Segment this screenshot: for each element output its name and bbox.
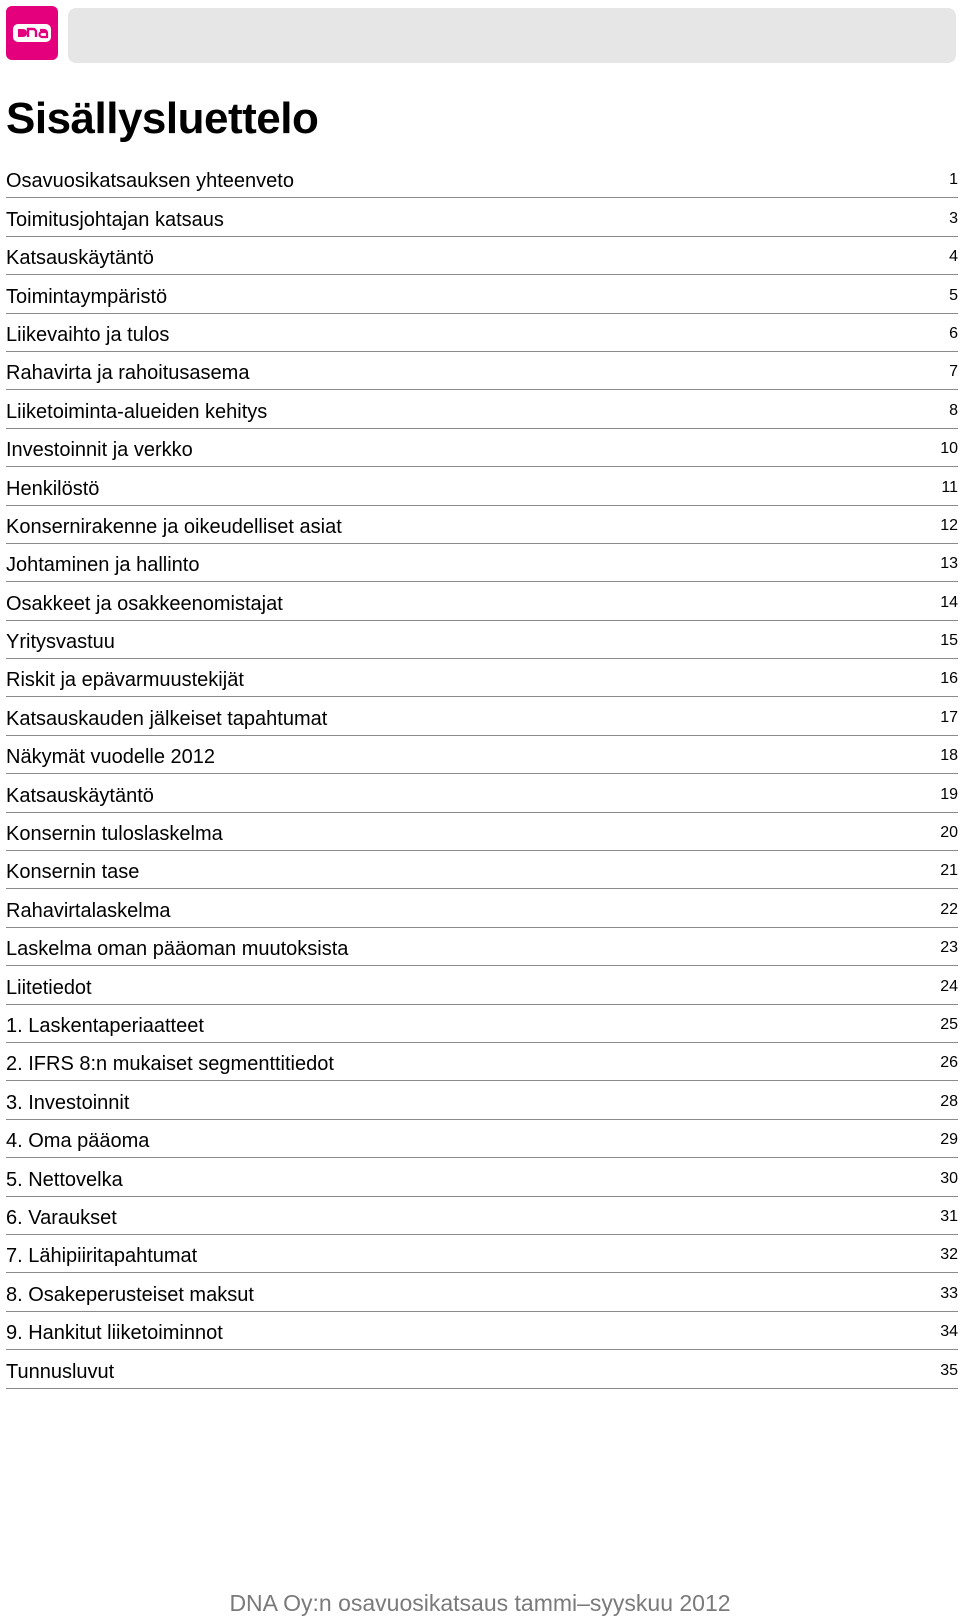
toc-entry-page-number: 34	[940, 1323, 958, 1341]
toc-entry-label: 4. Oma pääoma	[6, 1130, 150, 1153]
toc-entry-label: 2. IFRS 8:n mukaiset segmenttitiedot	[6, 1053, 334, 1076]
toc-entry[interactable]	[6, 621, 958, 659]
toc-entry-label: Laskelma oman pääoman muutoksista	[6, 938, 349, 961]
toc-entry-label: Henkilöstö	[6, 477, 100, 500]
toc-entry[interactable]	[6, 659, 958, 697]
toc-entry-label: Katsauskäytäntö	[6, 247, 154, 270]
toc-entry-page-number: 35	[940, 1361, 958, 1379]
toc-entry[interactable]	[6, 1081, 958, 1119]
toc-entry-label: Tunnusluvut	[6, 1360, 115, 1383]
toc-entry[interactable]	[6, 1043, 958, 1081]
toc-entry-label: Yritysvastuu	[6, 631, 115, 654]
toc-entry-page-number: 12	[940, 516, 958, 534]
toc-entry[interactable]	[6, 314, 958, 352]
toc-entry[interactable]	[6, 390, 958, 428]
toc-entry-page-number: 15	[940, 632, 958, 650]
toc-entry-page-number: 14	[940, 593, 958, 611]
toc-entry-page-number: 22	[940, 900, 958, 918]
toc-entry[interactable]	[6, 1120, 958, 1158]
toc-entry-label: Liitetiedot	[6, 976, 92, 999]
toc-entry-label: Liikevaihto ja tulos	[6, 323, 170, 346]
toc-entry[interactable]	[6, 1197, 958, 1235]
header-bar	[68, 8, 956, 63]
toc-entry-label: Osakkeet ja osakkeenomistajat	[6, 592, 283, 615]
toc-entry-label: 3. Investoinnit	[6, 1091, 130, 1114]
toc-entry-label: 6. Varaukset	[6, 1206, 117, 1229]
toc-entry-label: Rahavirta ja rahoitusasema	[6, 362, 250, 385]
toc-entry-page-number: 5	[949, 286, 958, 304]
toc-entry-label: 8. Osakeperusteiset maksut	[6, 1283, 254, 1306]
toc-entry-page-number: 21	[940, 862, 958, 880]
toc-entry-label: Investoinnit ja verkko	[6, 439, 193, 462]
toc-entry-page-number: 26	[940, 1054, 958, 1072]
toc-entry-page-number: 28	[940, 1092, 958, 1110]
toc-entry-label: 7. Lähipiiritapahtumat	[6, 1245, 198, 1268]
toc-entry-page-number: 20	[940, 824, 958, 842]
toc-entry-page-number: 11	[941, 478, 958, 496]
toc-entry-label: Toimitusjohtajan katsaus	[6, 208, 224, 231]
toc-entry-page-number: 4	[949, 248, 958, 266]
toc-entry-label: Katsauskauden jälkeiset tapahtumat	[6, 707, 328, 730]
toc-entry-page-number: 32	[940, 1246, 958, 1264]
toc-entry-page-number: 8	[949, 401, 958, 419]
toc-entry[interactable]	[6, 1005, 958, 1043]
toc-entry[interactable]	[6, 736, 958, 774]
dna-logo-icon	[12, 21, 52, 45]
page-title: Sisällysluettelo	[6, 94, 319, 143]
toc-entry-label: Näkymät vuodelle 2012	[6, 746, 216, 769]
toc-entry-label: 5. Nettovelka	[6, 1168, 123, 1191]
toc-entry-page-number: 30	[940, 1169, 958, 1187]
toc-entry[interactable]	[6, 467, 958, 505]
toc-entry[interactable]	[6, 198, 958, 236]
toc-entry[interactable]	[6, 1235, 958, 1273]
toc-entry-page-number: 23	[940, 939, 958, 957]
toc-entry-page-number: 29	[940, 1131, 958, 1149]
toc-entry[interactable]	[6, 160, 958, 198]
toc-entry-label: Katsauskäytäntö	[6, 784, 154, 807]
toc-entry[interactable]	[6, 851, 958, 889]
toc-entry-page-number: 10	[940, 440, 958, 458]
toc-entry[interactable]	[6, 506, 958, 544]
dna-logo	[6, 6, 58, 60]
toc-entry[interactable]	[6, 1158, 958, 1196]
toc-entry[interactable]	[6, 774, 958, 812]
toc-entry-label: 1. Laskentaperiaatteet	[6, 1014, 204, 1037]
toc-entry-page-number: 18	[940, 747, 958, 765]
toc-entry-page-number: 16	[940, 670, 958, 688]
toc-entry[interactable]	[6, 1350, 958, 1388]
toc-entry[interactable]	[6, 1273, 958, 1311]
toc-entry-label: Liiketoiminta-alueiden kehitys	[6, 400, 268, 423]
toc-entry-page-number: 31	[940, 1207, 958, 1225]
toc-entry[interactable]	[6, 697, 958, 735]
toc-entry[interactable]	[6, 582, 958, 620]
toc-entry[interactable]	[6, 889, 958, 927]
toc-entry-label: Osavuosikatsauksen yhteenveto	[6, 170, 294, 193]
toc-entry[interactable]	[6, 237, 958, 275]
toc-entry-page-number: 17	[940, 708, 958, 726]
toc-entry-label: Konsernin tase	[6, 861, 140, 884]
toc-entry-page-number: 13	[940, 555, 958, 573]
toc-entry-label: Johtaminen ja hallinto	[6, 554, 200, 577]
toc-entry-page-number: 24	[940, 977, 958, 995]
toc-entry-label: Konsernirakenne ja oikeudelliset asiat	[6, 515, 342, 538]
toc-entry-page-number: 33	[940, 1284, 958, 1302]
toc-entry-label: Riskit ja epävarmuustekijät	[6, 669, 244, 692]
toc-entry-page-number: 19	[940, 785, 958, 803]
toc-entry[interactable]	[6, 813, 958, 851]
table-of-contents	[6, 160, 958, 1389]
toc-entry-label: Toimintaympäristö	[6, 285, 168, 308]
toc-entry[interactable]	[6, 966, 958, 1004]
toc-entry-page-number: 1	[949, 171, 958, 189]
toc-entry[interactable]	[6, 1312, 958, 1350]
toc-entry[interactable]	[6, 544, 958, 582]
toc-entry[interactable]	[6, 429, 958, 467]
toc-entry-label: 9. Hankitut liiketoiminnot	[6, 1322, 223, 1345]
toc-entry-label: Konsernin tuloslaskelma	[6, 823, 223, 846]
toc-entry[interactable]	[6, 928, 958, 966]
toc-entry-page-number: 3	[949, 209, 958, 227]
toc-entry[interactable]	[6, 275, 958, 313]
toc-entry-label: Rahavirtalaskelma	[6, 899, 171, 922]
toc-entry-page-number: 7	[949, 363, 958, 381]
toc-entry[interactable]	[6, 352, 958, 390]
toc-entry-page-number: 25	[940, 1015, 958, 1033]
toc-entry-page-number: 6	[949, 324, 958, 342]
page-footer: DNA Oy:n osavuosikatsaus tammi–syyskuu 2012	[229, 1590, 731, 1616]
